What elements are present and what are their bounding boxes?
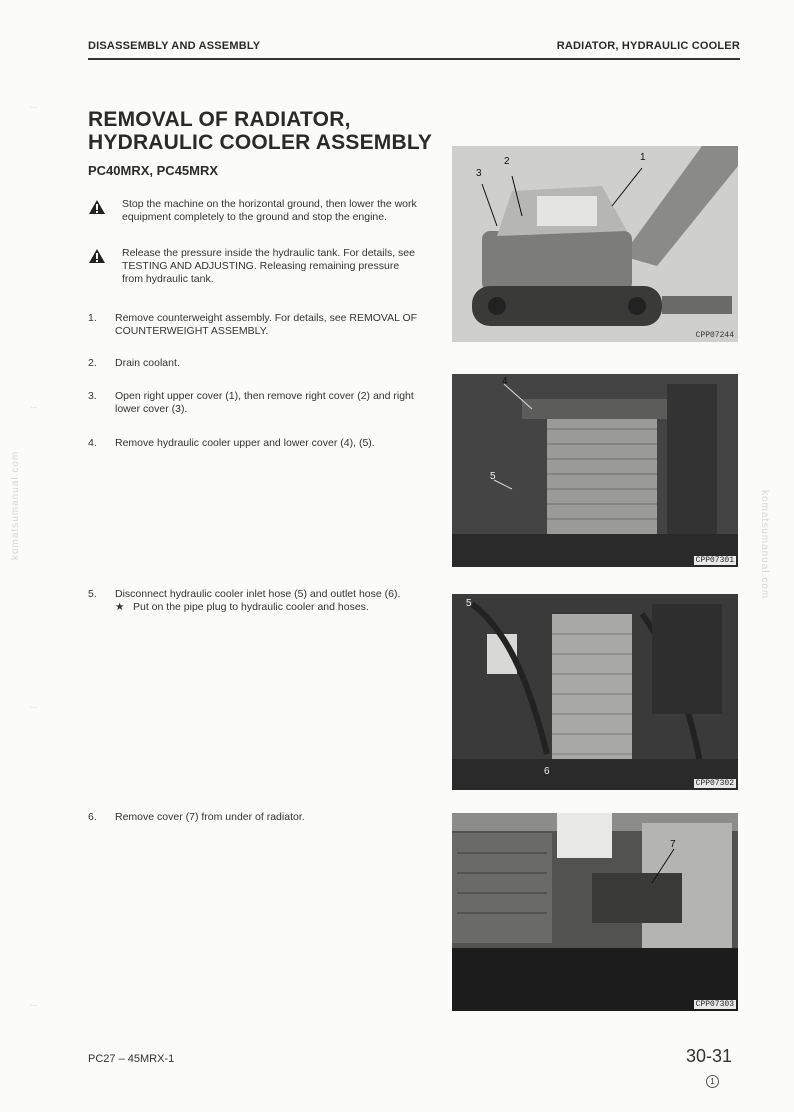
step-6 <box>88 811 420 824</box>
photo-cooler-covers <box>452 374 738 567</box>
photo-cooler-hoses-image <box>452 594 738 790</box>
step-text: Remove cover (7) from under of radiator. <box>115 811 305 823</box>
photo-code: CPP07244 <box>695 331 734 340</box>
callout-1: 1 <box>640 152 646 163</box>
scan-mark: ·˴˴ <box>30 404 37 411</box>
step-number: 1. <box>88 312 97 324</box>
warning-text: Release the pressure inside the hydraulic tank. For details, see TESTING AND ADJUSTING. Releasing remaining pressure from hydraulic tank. <box>122 247 415 285</box>
model-heading: PC40MRX, PC45MRX <box>88 163 219 178</box>
photo-code: CPP07302 <box>695 779 734 788</box>
warning-triangle-icon <box>88 248 106 264</box>
callout-2: 2 <box>504 156 510 167</box>
step-text: Drain coolant. <box>115 357 180 369</box>
scan-mark: ·˴˴ <box>30 104 37 111</box>
title-line-1: REMOVAL OF RADIATOR, <box>88 108 351 131</box>
step-number: 2. <box>88 357 97 369</box>
warning-triangle-icon <box>88 199 106 215</box>
callout-5: 5 <box>490 471 496 482</box>
step-4 <box>88 437 420 450</box>
callout-4: 4 <box>502 376 508 387</box>
side-watermark-left: komatsumanual.com <box>10 450 21 560</box>
step-number: 3. <box>88 390 97 402</box>
photo-code: CPP07301 <box>695 556 734 565</box>
page-number: 30-31 <box>686 1046 733 1066</box>
page-header <box>88 38 740 60</box>
photo-excavator-image <box>452 146 738 342</box>
step-number: 6. <box>88 811 97 823</box>
note-text: Put on the pipe plug to hydraulic cooler and hoses. <box>133 601 369 613</box>
photo-cooler-hoses <box>452 594 738 790</box>
warning-2 <box>88 247 420 286</box>
section-title: DISASSEMBLY AND ASSEMBLY <box>88 40 261 52</box>
topic-title: RADIATOR, HYDRAULIC COOLER <box>556 40 740 52</box>
revision-mark: 1 <box>706 1075 719 1088</box>
step-number: 4. <box>88 437 97 449</box>
page-title <box>88 108 448 154</box>
callout-6: 6 <box>544 766 550 777</box>
step-number: 5. <box>88 588 97 600</box>
scan-mark: ·˴˴ <box>30 1002 37 1009</box>
photo-code: CPP07303 <box>695 1000 734 1009</box>
step-text: Remove hydraulic cooler upper and lower cover (4), (5). <box>115 437 375 449</box>
step-text: Remove counterweight assembly. For details, see REMOVAL OF COUNTERWEIGHT ASSEMBLY. <box>115 312 418 337</box>
step-2 <box>88 357 420 370</box>
footer-model: PC27 – 45MRX-1 <box>88 1053 175 1065</box>
callout-3: 3 <box>476 168 482 179</box>
photo-excavator <box>452 146 738 342</box>
step-note <box>115 601 420 614</box>
photo-radiator-cover <box>452 813 738 1011</box>
side-watermark-right: komatsumanual.com <box>759 490 770 600</box>
warning-text: Stop the machine on the horizontal ground, then lower the work equipment completely to the ground and stop the engine. <box>122 198 417 223</box>
warning-1 <box>88 198 420 224</box>
title-line-2: HYDRAULIC COOLER ASSEMBLY <box>88 131 433 154</box>
step-5 <box>88 588 420 614</box>
scan-mark: ·˴˴ <box>30 704 37 711</box>
step-text: Disconnect hydraulic cooler inlet hose (5) and outlet hose (6). <box>115 588 401 600</box>
step-3 <box>88 390 420 416</box>
star-icon: ★ <box>115 601 125 613</box>
step-1 <box>88 312 420 338</box>
callout-7: 7 <box>670 839 676 850</box>
photo-radiator-cover-image <box>452 813 738 1011</box>
callout-5: 5 <box>466 598 472 609</box>
step-text: Open right upper cover (1), then remove right cover (2) and right lower cover (3). <box>115 390 414 415</box>
